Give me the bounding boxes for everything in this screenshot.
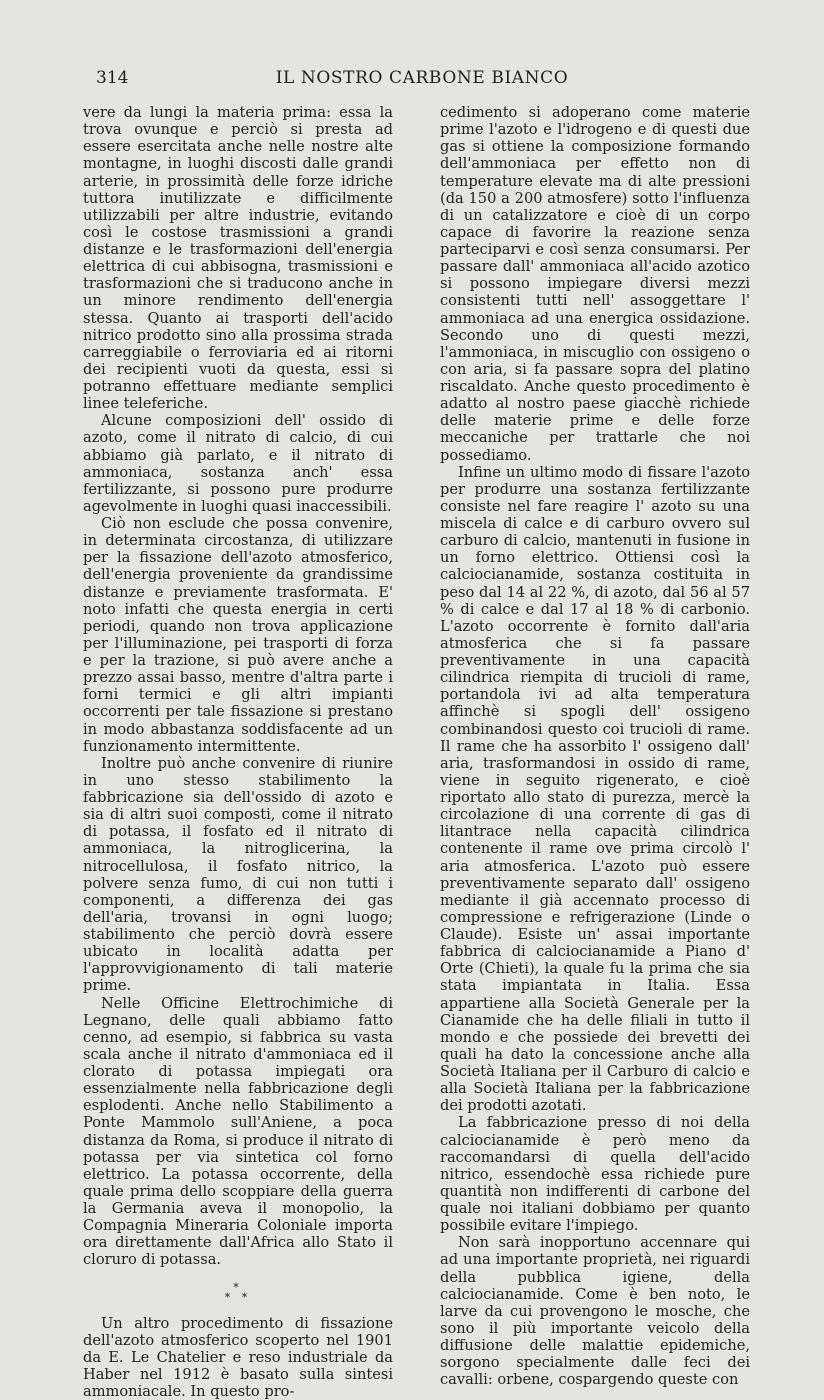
page-header	[96, 68, 748, 92]
paragraph: Alcune composizioni dell' ossido di azoto, come il nitrato di calcio, di cui abbiamo già parlato, e il nitrato di ammoniaca, sostanza anch' essa fertilizzante, si possono pure produrre agevolmente in luoghi quasi inaccessibili.	[83, 412, 393, 515]
paragraph: Ciò non esclude che possa convenire, in determinata circostanza, di utilizzare per la fissazione dell'azoto atmosferico, dell'energia proveniente da grandissime distanze e previamente trasformata. E' noto infatti che questa energia in certi periodi, quando non trova applicazione per l'illuminazione, pei trasporti di forza e per la trazione, si può avere anche a prezzo assai basso, mentre d'altra parte i forni termici e gli altri impianti occorrenti per tale fissazione si prestano in modo abbastanza soddisfacente ad un funzionamento intermittente.	[83, 515, 393, 755]
paragraph: Infine un ultimo modo di fissare l'azoto per produrre una sostanza fertilizzante consiste nel fare reagire l' azoto su una miscela di calce e di carburo ovvero sul carburo di calcio, mantenuti in fusione in un forno elettrico. Ottiensi così la calciocianamide, sostanza costituita in peso dal 14 al 22 %, di azoto, dal 56 al 57 % di calce e dal 17 al 18 % di carbonio. L'azoto occorrente è fornito dall'aria atmosferica che si fa passare preventivamente in una capacità cilindrica riempita di trucioli di rame, portandola ivi ad alta temperatura affinchè si spogli dell' ossigeno combinandosi questo coi trucioli di rame. Il rame che ha assorbito l' ossigeno dall' aria, trasformandosi in ossido di rame, viene in seguito rigenerato, e cioè riportato allo stato di purezza, mercè la circolazione di una corrente di gas di litantrace nella capacità cilindrica contenente il rame ove prima circolò l' aria atmosferica. L'azoto può essere preventivamente separato dall' ossigeno mediante il già accennato processo di compressione e refrigerazione (Linde o Claude). Esiste un' assai importante fabbrica di calciocianamide a Piano d' Orte (Chieti), la quale fu la prima che sia stata impiantata in Italia. Essa appartiene alla Società Generale per la Cianamide che ha delle filiali in tutto il mondo e che possiede dei brevetti dei quali ha dato la concessione anche alla Società Italiana per il Carburo di calcio e alla Società Italiana per la fabbricazione dei prodotti azotati.	[440, 464, 750, 1115]
left-column	[83, 104, 393, 1400]
running-title: IL NOSTRO CARBONE BIANCO	[96, 68, 748, 88]
asterism-top: *	[83, 1283, 393, 1293]
paragraph: La fabbricazione presso di noi della calciocianamide è però meno da raccomandarsi di quella dell'acido nitrico, essendochè essa richiede pure quantità non indifferenti di carbone del quale noi italiani dobbiamo per quanto possibile evitare l'impiego.	[440, 1114, 750, 1234]
paragraph: Un altro procedimento di fissazione dell'azoto atmosferico scoperto nel 1901 da E. Le Chatelier e reso industriale da Haber nel 1912 è basato sulla sintesi ammoniacale. In questo pro-	[83, 1315, 393, 1400]
section-break-asterism	[83, 1283, 393, 1303]
paragraph: Non sarà inopportuno accennare qui ad una importante proprietà, nei riguardi della pubblica igiene, della calciocianamide. Come è ben noto, le larve da cui provengono le mosche, che sono il più importante veicolo della diffusione delle malattie epidemiche, sorgono specialmente dalle feci dei cavalli: orbene, cospargendo queste con	[440, 1234, 750, 1388]
paragraph: Inoltre può anche convenire di riunire in uno stesso stabilimento la fabbricazione sia dell'ossido di azoto e sia di altri suoi composti, come il nitrato di potassa, il fosfato ed il nitrato di ammoniaca, la nitroglicerina, la nitrocellulosa, il fosfato nitrico, la polvere senza fumo, di cui non tutti i componenti, a differenza dei gas dell'aria, trovansi in ogni luogo; stabilimento che perciò dovrà essere ubicato in località adatta per l'approvvigionamento di tali materie prime.	[83, 755, 393, 995]
paragraph: vere da lungi la materia prima: essa la trova ovunque e perciò si presta ad essere esercitata anche nelle nostre alte montagne, in luoghi discosti dalle grandi arterie, in prossimità delle forze idriche tuttora inutilizzate e difficilmente utilizzabili per altre industrie, evitando così le costose trasmissioni a grandi distanze e le trasformazioni dell'energia elettrica di cui abbisogna, trasmissioni e trasformazioni che si traducono anche in un minore rendimento dell'energia stessa. Quanto ai trasporti dell'acido nitrico prodotto sino alla prossima strada carreggiabile o ferroviaria ed ai ritorni dei recipienti vuoti da questa, essi si potranno effettuare mediante semplici linee teleferiche.	[83, 104, 393, 412]
paragraph: Nelle Officine Elettrochimiche di Legnano, delle quali abbiamo fatto cenno, ad esempio, si fabbrica su vasta scala anche il nitrato d'ammoniaca ed il clorato di potassa impiegati ora essenzialmente nella fabbricazione degli esplodenti. Anche nello Stabilimento a Ponte Mammolo sull'Aniene, a poca distanza da Roma, si produce il nitrato di potassa per via sintetica col forno elettrico. La potassa occorrente, della quale prima dello scoppiare della guerra la Germania aveva il monopolio, la Compagnia Mineraria Coloniale importa ora direttamente dall'Africa allo Stato il cloruro di potassa.	[83, 995, 393, 1269]
page-number: 314	[96, 68, 128, 88]
asterism-bottom: * *	[83, 1293, 393, 1303]
paragraph: cedimento si adoperano come materie prime l'azoto e l'idrogeno e di questi due gas si ottiene la composizione formando dell'ammoniaca per effetto non di temperature elevate ma di alte pressioni (da 150 a 200 atmosfere) sotto l'influenza di un catalizzatore e cioè di un corpo capace di favorire la reazione senza parteciparvi e così senza consumarsi. Per passare dall' ammoniaca all'acido azotico si possono impiegare diversi mezzi consistenti tutti nell' assoggettare l' ammoniaca ad una energica ossidazione. Secondo uno di questi mezzi, l'ammoniaca, in miscuglio con ossigeno o con aria, si fa passare sopra del platino riscaldato. Anche questo procedimento è adatto al nostro paese giacchè richiede delle materie prime e delle forze meccaniche per trattarle che noi possediamo.	[440, 104, 750, 464]
right-column	[440, 104, 750, 1388]
